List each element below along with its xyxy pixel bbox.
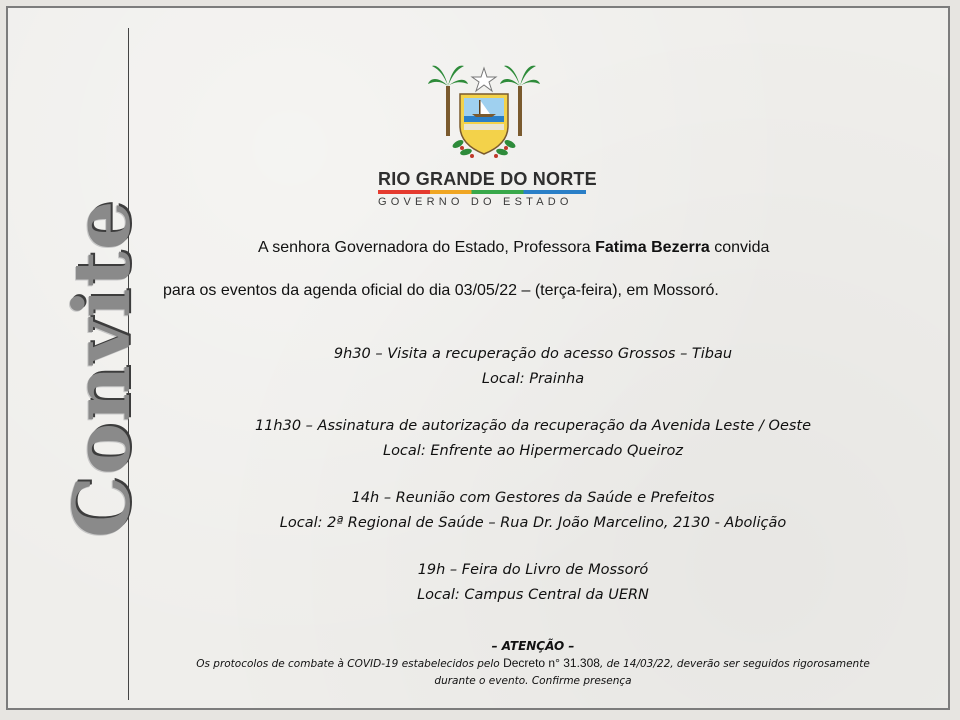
event-place: Local: Enfrente ao Hipermercado Queiroz — [382, 443, 683, 459]
brand-government-label: GOVERNO DO ESTADO — [378, 196, 573, 208]
event-list — [138, 342, 928, 630]
attention-footer — [138, 638, 928, 690]
event-place: Local: Campus Central da UERN — [417, 587, 649, 603]
event-title: 11h30 – Assinatura de autorização da recuperação da Avenida Leste / Oeste — [254, 418, 812, 434]
attention-text-pre: Os protocolos de combate à COVID-19 estabelecidos pelo — [196, 658, 504, 670]
attention-heading: – ATENÇÃO – — [491, 639, 575, 653]
state-coat-of-arms-logo — [428, 56, 540, 164]
state-brand — [368, 168, 598, 208]
intro-line-2: para os eventos da agenda oficial do dia 03/05/22 – (terça-feira), em Mossoró. — [163, 282, 719, 299]
brand-state-name: RIO GRANDE DO NORTE — [378, 169, 597, 189]
event-title: 9h30 – Visita a recuperação do acesso Grossos – Tibau — [333, 346, 733, 362]
intro-line-1 — [258, 239, 938, 257]
event-item — [138, 486, 928, 536]
invitation-card — [6, 6, 950, 710]
event-place: Local: 2ª Regional de Saúde – Rua Dr. João Marcelino, 2130 - Abolição — [279, 515, 787, 531]
intro-text-pre: A senhora Governadora do Estado, Professora — [258, 239, 596, 256]
decree-number: Decreto n° 31.308 — [503, 656, 600, 670]
event-title: 19h – Feira do Livro de Mossoró — [417, 562, 649, 578]
brand-color-bar — [378, 190, 586, 194]
side-title: Convite — [57, 199, 148, 538]
event-place: Local: Prainha — [481, 371, 585, 387]
intro-text-post: convida — [709, 239, 770, 256]
event-item — [138, 414, 928, 464]
attention-line-1 — [138, 655, 928, 673]
attention-text-post: , de 14/03/22, deverão ser seguidos rigorosamente — [599, 658, 870, 670]
event-title: 14h – Reunião com Gestores da Saúde e Prefeitos — [351, 490, 715, 506]
event-item — [138, 342, 928, 392]
governor-name: Fatima Bezerra — [595, 239, 710, 256]
attention-line-2: durante o evento. Confirme presença — [434, 675, 632, 687]
event-item — [138, 558, 928, 608]
